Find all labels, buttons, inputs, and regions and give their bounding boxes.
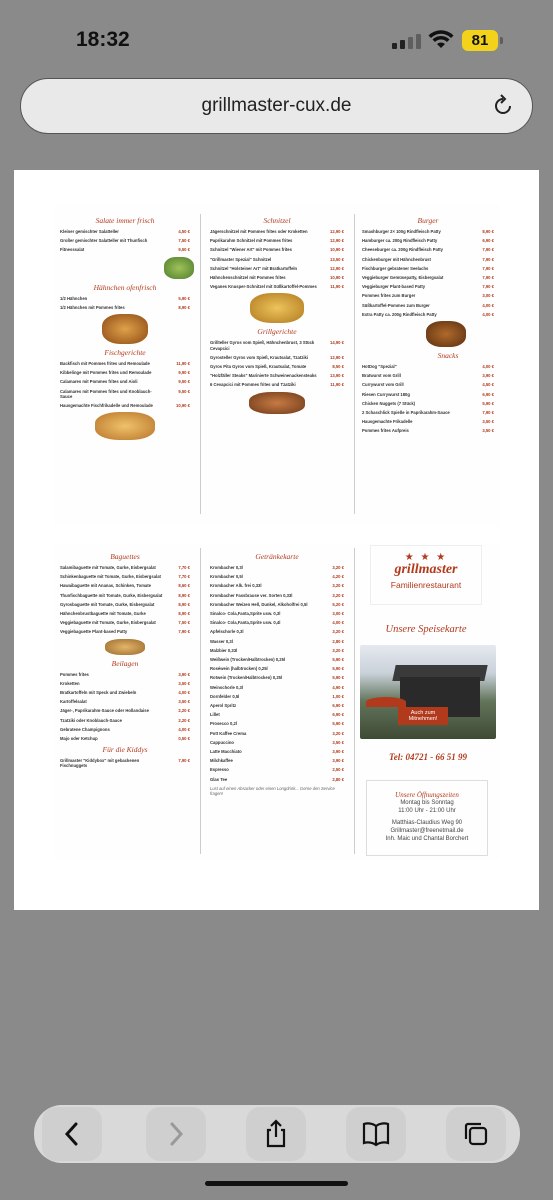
menu-item: Pommes frites zum Burger 3,00 € <box>362 293 494 299</box>
menu-item: Pommes frites Aufpreis 3,50 € <box>362 428 494 434</box>
section-title-kids: Für die Kiddys <box>102 745 148 755</box>
menu-item: Veggiebaguette Plant-based Patty 7,90 € <box>60 629 190 635</box>
menu-item: Pott Kaffee Crema 3,20 € <box>210 730 344 736</box>
menu-item: Rotwein (Trocken/Halbtrocken) 0,25l 5,90 € <box>210 675 344 681</box>
salad-image <box>164 257 194 279</box>
menu-item: Gyrosbaguette mit Tomate, Gurke, Eisbergsalat 8,90 € <box>60 601 190 607</box>
section-title-fish: Fischgerichte <box>104 348 146 358</box>
hours-title: Unsere Öffnungszeiten <box>395 791 459 799</box>
menu-item: Wasser 0,3l 2,80 € <box>210 638 344 644</box>
menu-item: Lillet 6,90 € <box>210 712 344 718</box>
section-title-drinks: Getränkekarte <box>255 552 299 561</box>
menu-item: Aperol Spritz 6,90 € <box>210 703 344 709</box>
menu-item: Calamares mit Pommes frites und Aioli 9,50 € <box>60 379 190 385</box>
menu-item: Chicken Nuggets (7 Stück) 5,90 € <box>362 400 494 406</box>
menu-item: Paprikarahm Schnitzel mit Pommes frites 12,90 € <box>210 238 344 244</box>
menu-item: Krombacher 0,3l 3,20 € <box>210 565 344 570</box>
menu-item: Jäger-, Paprikarahm-Sauce oder Hollandaise 2,20 € <box>60 708 190 714</box>
tabs-button[interactable] <box>446 1107 506 1161</box>
wifi-icon <box>428 30 454 50</box>
chevron-right-icon <box>165 1121 187 1147</box>
menu-item: 1/2 Hähnchen 5,90 € <box>60 295 190 301</box>
hours-time: 11:00 Uhr - 21:00 Uhr <box>398 808 456 814</box>
tabs-icon <box>462 1120 490 1148</box>
menu-item: "Grillmaster Spezial" Schnitzel 13,50 € <box>210 256 344 262</box>
menu-item: Hawaibaguette mit Ananas, Schinken, Tomate 8,60 € <box>60 583 190 589</box>
menu-item: 6 Cevapcici mit Pommes frites und Tzatziki 11,90 € <box>210 382 344 388</box>
menu-item: Weinschorle 0,3l 4,90 € <box>210 684 344 690</box>
menu-item: Hausgemachte Frikadelle 3,50 € <box>362 419 494 425</box>
menu-item: Fischburger gebratener Seelachs 7,90 € <box>362 265 494 271</box>
owner: Inh. Maic und Chantal Borchert <box>385 836 469 842</box>
menu-item: Roséwein (halbtrocken) 0,25l 5,90 € <box>210 666 344 672</box>
menu-item: Milchkaffee 3,90 € <box>210 758 344 764</box>
menu-item: Latte Macchiato 3,90 € <box>210 749 344 755</box>
menu-item: Schnitzel "Holsteiner Art" mit Bratkartoffeln 12,90 € <box>210 265 344 271</box>
baguette-image <box>105 639 145 655</box>
phone-number: Tel: 04721 - 66 51 99 <box>389 752 467 762</box>
menu-heading: Unsere Speisekarte <box>385 624 467 635</box>
menu-item: Pommes frites 3,90 € <box>60 671 190 677</box>
menu-item: Schinkenbaguette mit Tomate, Gurke, Eisbergsalat 7,70 € <box>60 574 190 580</box>
menu-item: Veganes Knusper-Schnitzel mit Süßkartoffel-Pommes 11,90 € <box>210 284 344 290</box>
brand-logo <box>370 545 482 605</box>
rating-stars: ★ ★ ★ <box>404 552 448 563</box>
bookmarks-button[interactable] <box>346 1107 406 1161</box>
menu-item: "Holzfäller Steaks" Marinierte Schweinenackensteaks 13,90 € <box>210 373 344 379</box>
menu-column-drinks <box>204 546 350 802</box>
status-time: 18:32 <box>76 28 130 51</box>
section-title-sides: Beilagen <box>111 658 139 668</box>
menu-item: Krombacher Weizen Hell, Dunkel, Alkoholfrei 0,5l 5,20 € <box>210 601 344 607</box>
menu-item: Hähnchenbrustbaguette mit Tomate, Gurke 8,90 € <box>60 611 190 617</box>
status-bar <box>0 0 553 78</box>
menu-item: Gebratene Champignons 4,00 € <box>60 726 190 732</box>
menu-item: Dornfelder 0,5l 1,00 € <box>210 693 344 699</box>
menu-item: Sinalco- Cola,Fanta,Sprite usw. 0,4l 4,00 € <box>210 620 344 626</box>
battery-indicator: 81 <box>462 30 498 51</box>
fish-image <box>95 412 155 440</box>
menu-item: Majo oder Ketchup 0,50 € <box>60 736 190 742</box>
menu-item: 2 Schaschlick Spieße in Paprikarahm-Sauce 7,90 € <box>362 410 494 416</box>
menu-item: Glas Tee 2,80 € <box>210 776 344 782</box>
menu-item: Tzatziki oder Knoblauch-Sauce 2,20 € <box>60 717 190 723</box>
address: Matthias-Claudius Weg 90 <box>391 820 463 826</box>
menu-item: Bratwurst vom Grill 3,90 € <box>362 373 494 379</box>
url-text[interactable]: grillmaster-cux.de <box>201 95 352 116</box>
menu-item: Fitnesssalat 9,50 € <box>60 247 190 253</box>
menu-item: Smashburger 2× 100g Rindfleisch Patty 8,90 € <box>362 229 494 234</box>
menu-item: Grillteller Gyros vom Spieß, Hähnchenbrust, 3 Stück Cevapcici 14,90 € <box>210 340 344 351</box>
menu-item: Chickenburger mit Hähnchenbrust 7,90 € <box>362 256 494 262</box>
menu-item: Espresso 2,50 € <box>210 767 344 773</box>
hours-days: Montag bis Sonntag <box>400 800 454 806</box>
section-title-salads: Salate immer frisch <box>95 216 155 225</box>
brand-subtitle: Familienrestaurant <box>390 580 462 590</box>
cellular-signal-icon <box>392 33 422 49</box>
menu-item: Schnitzel "Wiener Art" mit Pommes frites 10,90 € <box>210 247 344 253</box>
menu-item: Süßkartoffel-Pommes zum Burger 4,00 € <box>362 302 494 308</box>
section-title-snacks: Snacks <box>437 351 459 361</box>
browser-toolbar <box>34 1105 520 1163</box>
address-bar[interactable] <box>20 78 533 134</box>
menu-item: Apfelschorle 0,3l 3,20 € <box>210 629 344 635</box>
section-title-schnitzel: Schnitzel <box>263 216 291 225</box>
menu-item: Jägerschnitzel mit Pommes frites oder Kroketten 12,90 € <box>210 229 344 234</box>
skewer-image <box>249 392 305 414</box>
menu-item: Großer gemischter Salatteller mit Thunfisch 7,50 € <box>60 238 190 244</box>
section-title-grill: Grillgerichte <box>257 327 297 337</box>
share-icon <box>263 1119 289 1149</box>
menu-item: Calamares mit Pommes frites und Knoblauch-Sauce 9,50 € <box>60 388 190 399</box>
brand-name: grillmaster <box>394 562 458 577</box>
menu-item: Krombacher 0,5l 4,20 € <box>210 574 344 580</box>
menu-item: Grillmaster "Kiddybox" mit gebackenen Fischnuggets 7,90 € <box>60 758 190 769</box>
menu-item: Sinalco- Cola,Fanta,Sprite usw. 0,3l 3,00 € <box>210 611 344 617</box>
menu-item: Extra Patty ca. 200g Rindfleisch Patty 4,00 € <box>362 311 494 317</box>
menu-item: Krombacher Alk. frei 0,33l 3,20 € <box>210 583 344 589</box>
menu-item: Prosecco 0,2l 5,90 € <box>210 721 344 727</box>
share-button[interactable] <box>246 1107 306 1161</box>
chicken-image <box>102 314 148 344</box>
opening-hours <box>366 780 488 856</box>
menu-item: Salamibaguette mit Tomate, Gurke, Eisbergsalat 7,70 € <box>60 565 190 570</box>
menu-column-burger <box>356 210 500 440</box>
menu-item: Kibbelinge mit Pommes frites und Remoulade 9,90 € <box>60 370 190 376</box>
menu-item: Malzbier 0,33l 3,20 € <box>210 647 344 653</box>
schnitzel-image <box>250 293 304 323</box>
menu-item: Hähnchenschnitzel mit Pommes frites 10,90 € <box>210 275 344 281</box>
email: Grillmaster@freenetmail.de <box>390 828 464 834</box>
home-indicator <box>205 1181 348 1186</box>
menu-column-schnitzel <box>204 210 350 420</box>
chevron-left-icon <box>61 1121 83 1147</box>
menu-item: Gyros Pita Gyros vom Spieß, Krautsalat, Tomate 8,50 € <box>210 364 344 370</box>
menu-item: Cheeseburger ca. 200g Rindfleisch Patty 7,90 € <box>362 247 494 253</box>
menu-item: Kartoffelsalat 3,50 € <box>60 699 190 705</box>
menu-column-baguettes <box>54 546 196 775</box>
menu-item: Hamburger ca. 200g Rindfleisch Patty 6,90 € <box>362 238 494 244</box>
menu-item: Veggieburger Gemüsepatty, Eisbergsalat 7,90 € <box>362 275 494 281</box>
back-button[interactable] <box>42 1107 102 1161</box>
menu-item: Bratkartoffeln mit Speck und Zwiebeln 4,00 € <box>60 690 190 696</box>
menu-item: Backfisch mit Pommes frites und Remoulade 11,90 € <box>60 361 190 367</box>
menu-item: Currywurst vom Grill 4,50 € <box>362 382 494 388</box>
menu-item: Riesen Currywurst 180g 6,90 € <box>362 391 494 397</box>
menu-item: Gyrosteller Gyros vom Spieß, Krautsalat, Tzatziki 12,90 € <box>210 354 344 360</box>
menu-item: 1/2 Hähnchen mit Pommes frites 8,90 € <box>60 304 190 310</box>
section-title-burger: Burger <box>417 216 439 225</box>
forward-button[interactable] <box>146 1107 206 1161</box>
menu-item: HotDog "Spezial" 4,00 € <box>362 364 494 370</box>
book-icon <box>361 1121 391 1147</box>
menu-item: Hausgemachte Fischfrikadelle und Remoulade 10,90 € <box>60 403 190 409</box>
section-title-baguettes: Baguettes <box>110 552 140 561</box>
reload-icon[interactable] <box>490 93 516 119</box>
menu-item: Cappuccino 3,50 € <box>210 739 344 745</box>
burger-image <box>426 321 466 347</box>
section-title-chicken: Hähnchen ofenfrisch <box>93 282 157 292</box>
menu-item: Krombacher Fassbrause ver. Sorten 0,33l 3,20 € <box>210 592 344 598</box>
restaurant-photo <box>360 645 496 739</box>
menu-item: Thunfischbaguette mit Tomate, Gurke, Eisbergsalat 8,90 € <box>60 592 190 598</box>
menu-item: Kleiner gemischter Salatteller 4,50 € <box>60 229 190 234</box>
menu-panel-top <box>54 204 500 526</box>
menu-column-salads <box>54 210 196 446</box>
menu-item: Weißwein (Trocken/Halbtrocken) 0,25l 5,90 € <box>210 657 344 663</box>
menu-item: Veggiebaguette mit Tomate, Gurke, Eisbergsalat 7,50 € <box>60 620 190 626</box>
drinks-footer: Lust auf einen Absacker oder einen Longdrink... Gerne den Service fragen! <box>210 785 335 797</box>
menu-item: Kroketten 3,50 € <box>60 680 190 686</box>
menu-item: Veggieburger Plant-based Patty 7,90 € <box>362 284 494 290</box>
takeaway-sign: Auch zum Mitnehmen! <box>398 707 448 725</box>
